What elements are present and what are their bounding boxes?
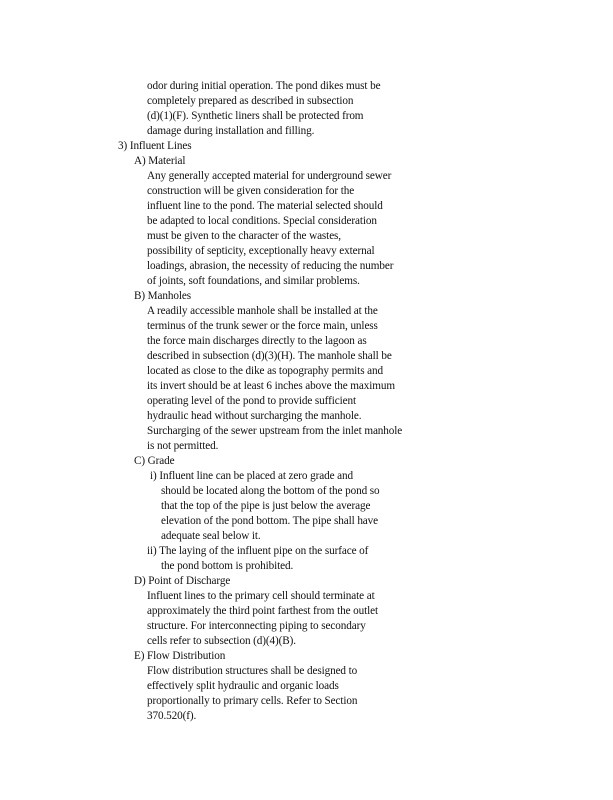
text-line: is not permitted.: [147, 440, 219, 452]
text-line: be adapted to local conditions. Special consideration: [147, 215, 377, 227]
text-line: completely prepared as described in subsection: [147, 95, 354, 107]
text-line: should be located along the bottom of the pond so: [161, 485, 380, 497]
text-line: operating level of the pond to provide sufficient: [147, 395, 356, 407]
text-line: influent line to the pond. The material selected should: [147, 200, 383, 212]
text-line: elevation of the pond bottom. The pipe shall have: [161, 515, 379, 527]
text-line: i) Influent line can be placed at zero grade and: [150, 470, 353, 482]
text-line: odor during initial operation. The pond dikes must be: [147, 80, 381, 92]
text-line: hydraulic head without surcharging the manhole.: [147, 410, 362, 422]
subsection-heading-material: A) Material: [134, 155, 186, 167]
text-line: 370.520(f).: [147, 710, 197, 722]
text-line: damage during installation and filling.: [147, 125, 315, 137]
subsection-heading-grade: C) Grade: [134, 455, 175, 467]
text-line: described in subsection (d)(3)(H). The manhole shall be: [147, 350, 392, 362]
text-line: its invert should be at least 6 inches above the maximum: [147, 380, 395, 392]
text-line: adequate seal below it.: [161, 530, 261, 542]
text-line: construction will be given consideration for the: [147, 185, 355, 197]
section-heading: 3) Influent Lines: [118, 140, 192, 152]
subsection-heading-manholes: B) Manholes: [134, 290, 192, 302]
text-line: Influent lines to the primary cell should terminate at: [147, 590, 375, 602]
text-line: effectively split hydraulic and organic loads: [147, 680, 339, 692]
text-line: approximately the third point farthest from the outlet: [147, 605, 379, 617]
text-line: the pond bottom is prohibited.: [161, 560, 294, 572]
text-line: terminus of the trunk sewer or the force main, unless: [147, 320, 378, 332]
text-line: possibility of septicity, exceptionally heavy external: [147, 245, 375, 257]
text-line: that the top of the pipe is just below the average: [161, 500, 371, 512]
text-line: A readily accessible manhole shall be installed at the: [147, 305, 378, 317]
text-line: proportionally to primary cells. Refer to Section: [147, 695, 358, 707]
text-line: structure. For interconnecting piping to secondary: [147, 620, 366, 632]
text-line: of joints, soft foundations, and similar problems.: [147, 275, 360, 287]
text-line: Any generally accepted material for underground sewer: [147, 170, 392, 182]
subsection-heading-flow: E) Flow Distribution: [134, 650, 226, 662]
text-line: the force main discharges directly to the lagoon as: [147, 335, 367, 347]
subsection-heading-discharge: D) Point of Discharge: [134, 575, 231, 587]
text-line: Surcharging of the sewer upstream from the inlet manhole: [147, 425, 403, 437]
text-line: must be given to the character of the wastes,: [147, 230, 342, 242]
text-line: cells refer to subsection (d)(4)(B).: [147, 635, 296, 647]
text-line: (d)(1)(F). Synthetic liners shall be protected from: [147, 110, 364, 122]
text-line: loadings, abrasion, the necessity of reducing the number: [147, 260, 394, 272]
text-line: Flow distribution structures shall be designed to: [147, 665, 358, 677]
text-line: located as close to the dike as topography permits and: [147, 365, 383, 377]
text-line: ii) The laying of the influent pipe on the surface of: [147, 545, 369, 557]
